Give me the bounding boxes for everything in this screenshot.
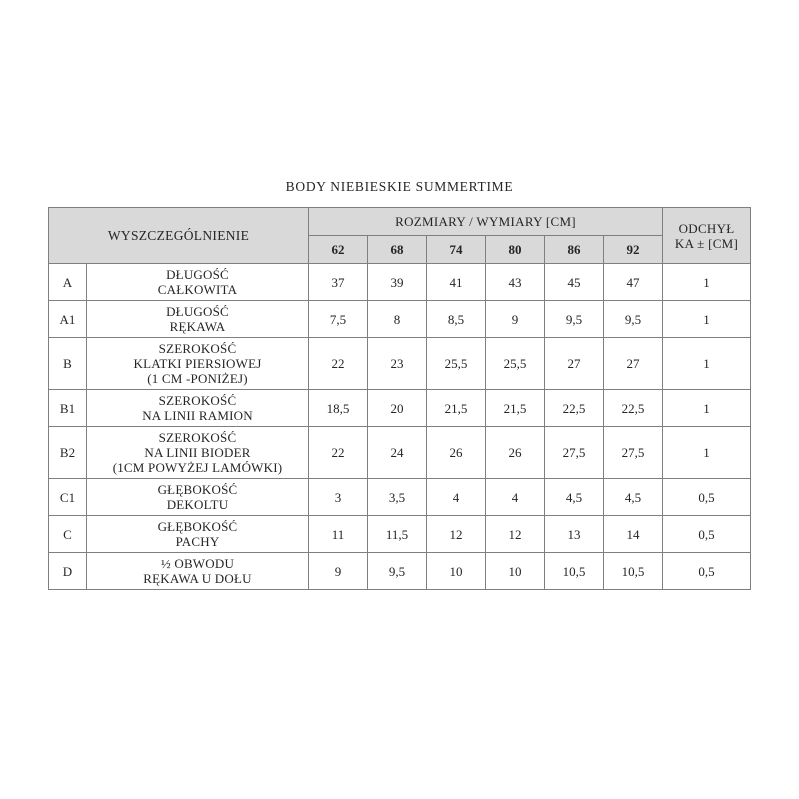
size-column-header: 92 xyxy=(604,236,663,264)
tolerance-value: 0,5 xyxy=(663,553,751,590)
measurement-value: 9 xyxy=(486,301,545,338)
measurement-value: 10 xyxy=(486,553,545,590)
tolerance-header-line1: ODCHYŁ xyxy=(678,220,735,236)
measurement-value: 8 xyxy=(368,301,427,338)
measurement-value: 26 xyxy=(427,427,486,479)
table-row xyxy=(49,390,751,427)
size-column-header: 62 xyxy=(309,236,368,264)
tolerance-value: 0,5 xyxy=(663,479,751,516)
tolerance-value: 1 xyxy=(663,427,751,479)
measurement-value: 37 xyxy=(309,264,368,301)
row-description-line: GŁĘBOKOŚĆ xyxy=(157,519,238,534)
measurement-value: 22,5 xyxy=(545,390,604,427)
row-description xyxy=(87,479,309,516)
size-column-header: 80 xyxy=(486,236,545,264)
row-code: B1 xyxy=(49,390,87,427)
specification-header: WYSZCZEGÓLNIENIE xyxy=(49,208,309,264)
measurement-value: 41 xyxy=(427,264,486,301)
page-title: BODY NIEBIESKIE SUMMERTIME xyxy=(285,179,514,194)
table-row xyxy=(49,427,751,479)
measurement-value: 9,5 xyxy=(368,553,427,590)
measurement-value: 12 xyxy=(486,516,545,553)
row-description-line: (1 CM -PONIŻEJ) xyxy=(147,371,248,386)
tolerance-header xyxy=(663,208,751,264)
tolerance-value: 0,5 xyxy=(663,516,751,553)
tolerance-value: 1 xyxy=(663,264,751,301)
sizes-group-header: ROZMIARY / WYMIARY [CM] xyxy=(309,208,663,236)
measurement-value: 18,5 xyxy=(309,390,368,427)
table-row xyxy=(49,338,751,390)
measurement-value: 13 xyxy=(545,516,604,553)
measurement-value: 7,5 xyxy=(309,301,368,338)
measurement-value: 14 xyxy=(604,516,663,553)
measurement-value: 25,5 xyxy=(427,338,486,390)
row-code: C1 xyxy=(49,479,87,516)
row-description-line: PACHY xyxy=(175,534,220,549)
row-description-line: NA LINII BIODER xyxy=(144,445,251,460)
header-row-groups xyxy=(49,208,751,236)
measurement-value: 23 xyxy=(368,338,427,390)
table-row xyxy=(49,553,751,590)
table-row xyxy=(49,479,751,516)
row-description-line: DŁUGOŚĆ xyxy=(166,267,229,282)
row-description xyxy=(87,427,309,479)
row-description xyxy=(87,301,309,338)
measurement-value: 21,5 xyxy=(427,390,486,427)
measurement-value: 22 xyxy=(309,338,368,390)
tolerance-value: 1 xyxy=(663,338,751,390)
measurement-value: 10 xyxy=(427,553,486,590)
measurement-value: 22 xyxy=(309,427,368,479)
row-description-line: CAŁKOWITA xyxy=(157,282,238,297)
table-body xyxy=(49,264,751,590)
row-code: B2 xyxy=(49,427,87,479)
row-description xyxy=(87,516,309,553)
measurement-value: 4 xyxy=(427,479,486,516)
row-description-line: SZEROKOŚĆ xyxy=(158,341,237,356)
row-description-line: (1CM POWYŻEJ LAMÓWKI) xyxy=(112,460,283,475)
measurement-value: 21,5 xyxy=(486,390,545,427)
measurement-value: 22,5 xyxy=(604,390,663,427)
measurement-value: 4 xyxy=(486,479,545,516)
measurement-value: 4,5 xyxy=(545,479,604,516)
row-code: D xyxy=(49,553,87,590)
table-row xyxy=(49,264,751,301)
measurement-value: 27 xyxy=(604,338,663,390)
measurement-value: 43 xyxy=(486,264,545,301)
row-description xyxy=(87,390,309,427)
measurement-value: 11 xyxy=(309,516,368,553)
row-description-line: SZEROKOŚĆ xyxy=(158,393,237,408)
measurement-value: 27,5 xyxy=(604,427,663,479)
measurement-value: 27 xyxy=(545,338,604,390)
measurement-value: 4,5 xyxy=(604,479,663,516)
measurement-value: 47 xyxy=(604,264,663,301)
tolerance-header-line2: KA ± [CM] xyxy=(674,235,739,251)
measurement-value: 9 xyxy=(309,553,368,590)
tolerance-value: 1 xyxy=(663,390,751,427)
row-code: B xyxy=(49,338,87,390)
measurement-value: 10,5 xyxy=(604,553,663,590)
size-column-header: 74 xyxy=(427,236,486,264)
measurement-value: 39 xyxy=(368,264,427,301)
table-row xyxy=(49,516,751,553)
row-code: A xyxy=(49,264,87,301)
table-header xyxy=(49,208,751,264)
measurement-value: 45 xyxy=(545,264,604,301)
row-description-line: RĘKAWA xyxy=(169,319,226,334)
row-description-line: ½ OBWODU xyxy=(160,556,235,571)
tolerance-value: 1 xyxy=(663,301,751,338)
table-row xyxy=(49,301,751,338)
measurement-value: 12 xyxy=(427,516,486,553)
size-column-header: 86 xyxy=(545,236,604,264)
row-description xyxy=(87,553,309,590)
row-description-line: SZEROKOŚĆ xyxy=(158,430,237,445)
measurement-value: 25,5 xyxy=(486,338,545,390)
measurement-value: 24 xyxy=(368,427,427,479)
row-description xyxy=(87,264,309,301)
row-description-line: RĘKAWA U DOŁU xyxy=(143,571,252,586)
measurement-value: 8,5 xyxy=(427,301,486,338)
measurement-value: 27,5 xyxy=(545,427,604,479)
row-code: C xyxy=(49,516,87,553)
row-description-line: KLATKI PIERSIOWEJ xyxy=(133,356,262,371)
measurement-value: 9,5 xyxy=(545,301,604,338)
row-description-line: DEKOLTU xyxy=(166,497,229,512)
size-column-header: 68 xyxy=(368,236,427,264)
measurement-value: 3,5 xyxy=(368,479,427,516)
size-table xyxy=(48,207,751,590)
row-description xyxy=(87,338,309,390)
measurement-value: 11,5 xyxy=(368,516,427,553)
measurement-value: 26 xyxy=(486,427,545,479)
measurement-value: 9,5 xyxy=(604,301,663,338)
measurement-value: 3 xyxy=(309,479,368,516)
measurement-value: 20 xyxy=(368,390,427,427)
measurement-value: 10,5 xyxy=(545,553,604,590)
row-code: A1 xyxy=(49,301,87,338)
row-description-line: NA LINII RAMION xyxy=(142,408,253,423)
row-description-line: DŁUGOŚĆ xyxy=(166,304,229,319)
row-description-line: GŁĘBOKOŚĆ xyxy=(157,482,238,497)
